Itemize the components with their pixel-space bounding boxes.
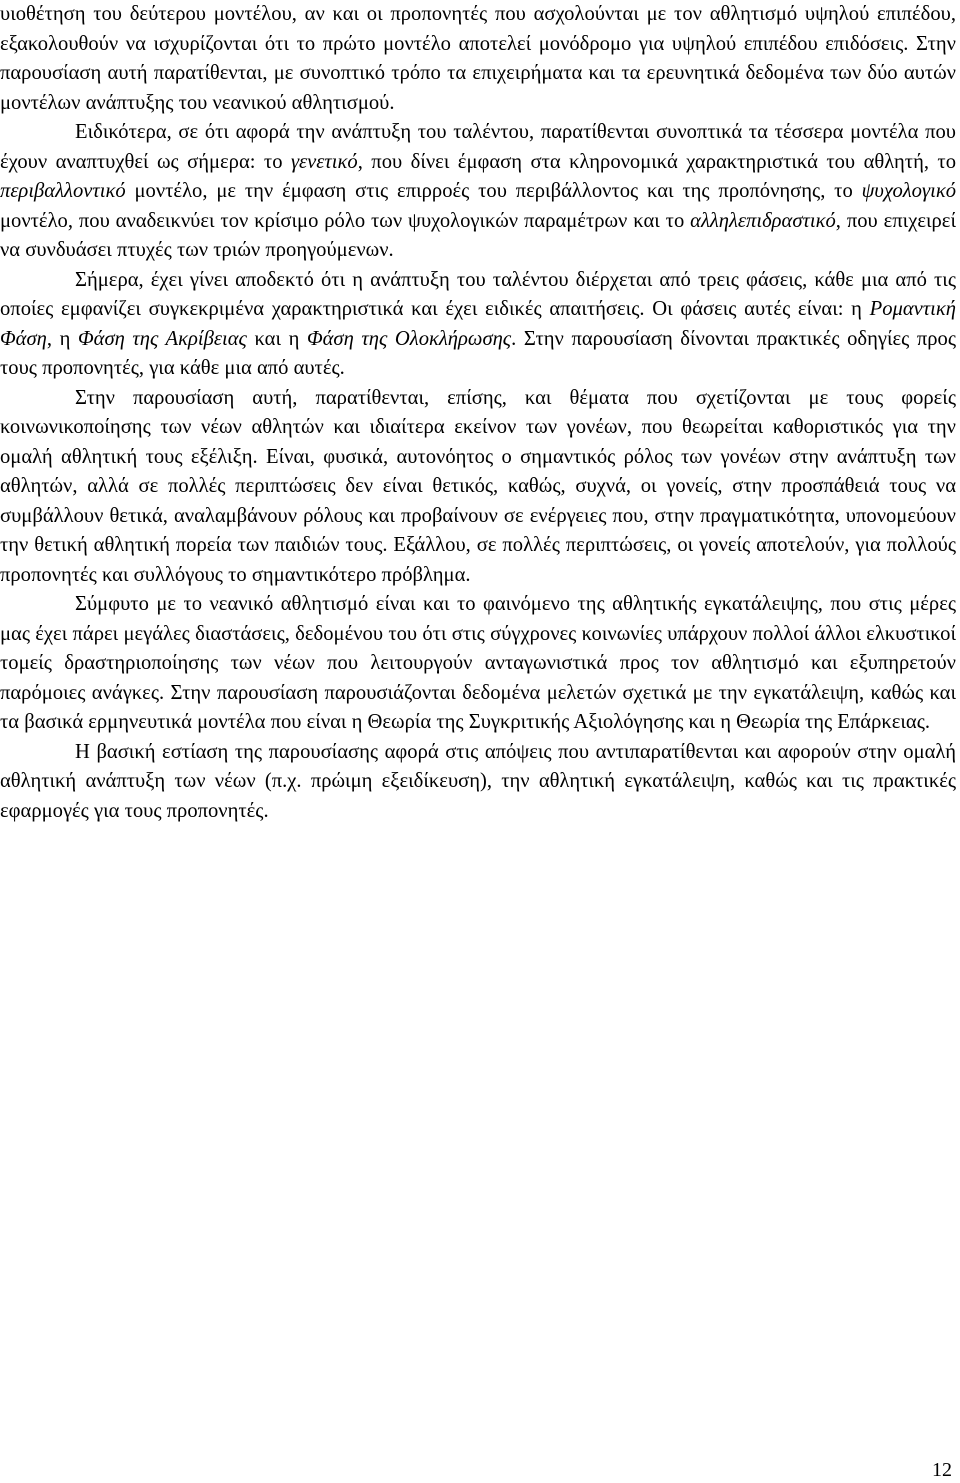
italic-term: Ρομαντική Φάση — [0, 298, 956, 350]
paragraph-text: , που επιχειρεί να συνδυάσει πτυχές των τριών προηγούμενων. — [0, 209, 956, 261]
italic-term: αλληλεπιδραστικό — [690, 209, 836, 232]
paragraph-4 — [0, 384, 956, 591]
italic-term: περιβαλλοντικό — [0, 180, 126, 202]
paragraph-6 — [0, 738, 956, 827]
italic-term: Φάση της Ολοκλήρωσης — [306, 327, 512, 350]
paragraph-text: Σύμφυτο με το νεανικό αθλητισμό είναι και το φαινόμενο της αθλητικής εγκατάλειψης, που στις μέρες μας έχει πάρει μεγάλες διαστάσεις, δεδομένου του ότι στις σύγχρονες κοινωνίες υπάρχουν πολλοί άλλοι ελκυστικοί τομείς δραστηριοποίησης των νέων που λειτουργούν ανταγωνιστικά προς τον αθλητισμό και εξυπηρετούν παρόμοιες ανάγκες. Στην παρουσίαση παρουσιάζονται δεδομένα μελετών σχετικά με την εγκατάλειψη, καθώς και τα βασικά ερμηνευτικά μοντέλα που είναι η Θεωρία της Συγκριτικής Αξιολόγησης και η Θεωρία της Επάρκειας. — [0, 593, 956, 733]
paragraph-3 — [0, 266, 956, 384]
paragraph-text: Η βασική εστίαση της παρουσίασης αφορά στις απόψεις που αντιπαρατίθενται και αφορούν στην ομαλή αθλητική ανάπτυξη των νέων (π.χ. πρώιμη εξειδίκευση), την αθλητική εγκατάλειψη, καθώς και τις πρακτικές εφαρμογές για τους προπονητές. — [0, 740, 956, 822]
paragraph-text: Στην παρουσίαση αυτή, παρατίθενται, επίσης, και θέματα που σχετίζονται με τους φορείς κοινωνικοποίησης των νέων αθλητών και ιδιαίτερα εκείνον των γονέων, που θεωρείται καθοριστικός για την ομαλή αθλητική τους εξέλιξη. Είναι, φυσικά, αυτονόητος ο σημαντικός ρόλος των γονέων στην ανάπτυξη των αθλητών, αλλά σε πολλές περιπτώσεις δεν είναι θετικός, καθώς, συχνά, οι γονείς, στην προσπάθειά τους να συμβάλλουν θετικά, αναλαμβάνουν ρόλους και προβαίνουν σε ενέργειες που, στην πραγματικότητα, υπονομεύουν την θετική αθλητική πορεία των παιδιών τους. Εξάλλου, σε πολλές περιπτώσεις, οι γονείς αποτελούν, για πολλούς προπονητές και συλλόγους το σημαντικότερο πρόβλημα. — [0, 386, 956, 586]
paragraph-text: Ειδικότερα, σε ότι αφορά την ανάπτυξη του ταλέντου, παρατίθενται συνοπτικά τα τέσσερα μοντέλα που έχουν αναπτυχθεί ως σήμερα: το — [0, 121, 956, 173]
paragraph-1 — [0, 0, 956, 118]
paragraph-text: , που δίνει έμφαση στα κληρονομικά χαρακτηριστικά του αθλητή, το — [357, 150, 957, 173]
paragraph-text: μοντέλο, που αναδεικνύει τον κρίσιμο ρόλο των ψυχολογικών παραμέτρων και το — [0, 209, 691, 232]
italic-term: Φάση της Ακρίβειας — [77, 327, 247, 350]
paragraph-5 — [0, 590, 956, 738]
paragraph-text: . Στην παρουσίαση δίνονται πρακτικές οδηγίες προς τους προπονητές, για κάθε μια από αυτές. — [0, 327, 956, 379]
paragraph-text: υιοθέτηση του δεύτερου μοντέλου, αν και οι προπονητές που ασχολούνται με τον αθλητισμό υψηλού επιπέδου, εξακολουθούν να ισχυρίζονται ότι το πρώτο μοντέλο αποτελεί μονόδρομο για υψηλού επιπέδου επιδόσεις. Στην παρουσίαση αυτή παρατίθενται, με συνοπτικό τρόπο τα επιχειρήματα και τα ερευνητικά δεδομένα των δύο αυτών μοντέλων ανάπτυξης του νεανικού αθλητισμού. — [0, 3, 956, 114]
paragraph-text: , η — [46, 327, 78, 350]
italic-term: ψυχολογικό — [861, 180, 956, 202]
paragraph-text: μοντέλο, με την έμφαση στις επιρροές του περιβάλλοντος και της προπόνησης, το — [125, 180, 862, 202]
italic-term: γενετικό — [290, 150, 358, 173]
page-number: 12 — [932, 1459, 952, 1481]
paragraph-text: και η — [246, 327, 307, 350]
paragraph-2 — [0, 118, 956, 266]
paragraph-text: Σήμερα, έχει γίνει αποδεκτό ότι η ανάπτυξη του ταλέντου διέρχεται από τρεις φάσεις, κάθε μια από τις οποίες εμφανίζει συγκεκριμένα χαρακτηριστικά και έχει ειδικές απαιτήσεις. Οι φάσεις αυτές είναι: η — [0, 268, 956, 320]
